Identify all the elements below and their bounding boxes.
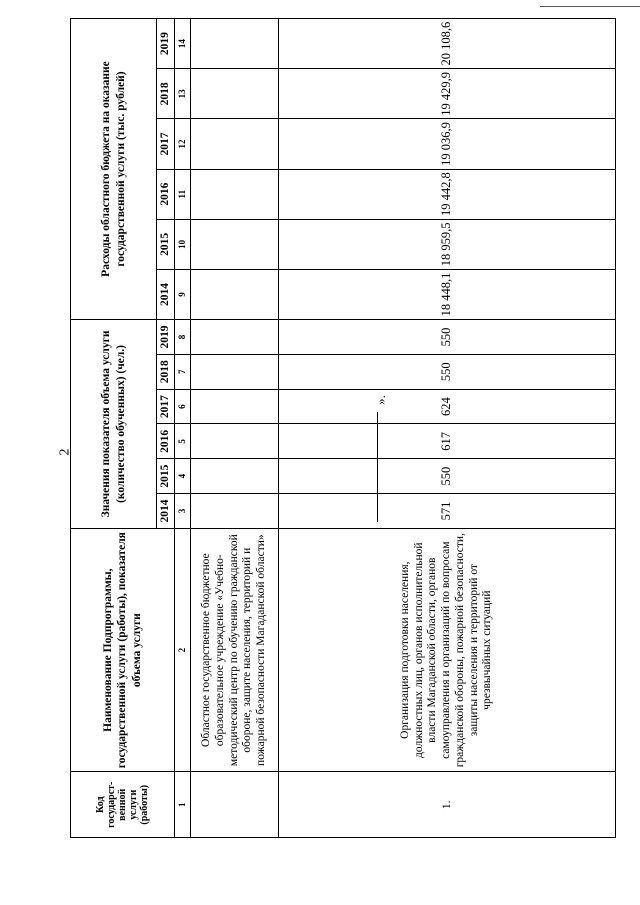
year-header: 2014 [157,269,175,319]
volume-cell [191,424,279,459]
column-number: 6 [175,389,191,424]
expense-cell [191,269,279,319]
volume-cell: 550 [279,320,616,355]
year-header: 2014 [157,494,175,529]
column-number: 3 [175,494,191,529]
budget-services-table [70,18,616,838]
year-header: 2015 [157,459,175,494]
column-number: 14 [175,19,191,69]
volume-cell [191,354,279,389]
year-header: 2018 [157,354,175,389]
year-header: 2019 [157,19,175,69]
column-number: 7 [175,354,191,389]
page-number: 2 [57,448,73,456]
header-expenses: Расходы областного бюджета на оказание государственной услуги (тыс. рублей) [71,19,157,320]
volume-cell: 550 [279,459,616,494]
table-row [279,19,616,838]
expense-cell: 18 959,5 [279,219,616,269]
expense-cell [191,219,279,269]
top-edge-line [540,6,640,7]
end-quote-mark: ». [373,395,388,405]
column-number: 11 [175,169,191,219]
column-number: 8 [175,320,191,355]
column-number: 2 [175,528,191,772]
expense-cell: 20 108,6 [279,19,616,69]
expense-cell: 19 036,9 [279,119,616,169]
volume-cell: 550 [279,354,616,389]
year-header: 2016 [157,169,175,219]
expense-cell [191,169,279,219]
year-header: 2016 [157,424,175,459]
volume-cell [191,320,279,355]
volume-cell: 624 [279,389,616,424]
year-header: 2019 [157,320,175,355]
row-name: Организация подготовки населения, должностных лиц, органов исполнительной власти Магаданской области, органов самоуправления и организаций по вопросам гражданской обороны, пожарной безопасности, защиты населения и территорий от чрезвычайных ситуаций [279,528,616,772]
expense-cell: 19 429,9 [279,69,616,119]
column-number: 13 [175,69,191,119]
header-code: Код государст-венной услуги (работы) [71,772,175,838]
rotated-table-wrapper [70,18,616,838]
expense-cell [191,19,279,69]
volume-cell: 617 [279,424,616,459]
header-name: Наименование Подпрограммы, государственной услуги (работы), показателя объема услуги [71,528,175,772]
year-header: 2015 [157,219,175,269]
year-header: 2018 [157,69,175,119]
header-volume: Значения показателя объема услуги (количество обученных) (чел.) [71,320,157,529]
column-number: 4 [175,459,191,494]
year-header: 2017 [157,389,175,424]
expense-cell: 19 442,8 [279,169,616,219]
table-row [191,19,279,838]
row-code: 1. [279,772,616,838]
expense-cell [191,119,279,169]
volume-cell [191,494,279,529]
row-code [191,772,279,838]
column-number: 10 [175,219,191,269]
column-number: 1 [175,772,191,838]
column-number: 5 [175,424,191,459]
row-name: Областное государственное бюджетное образовательное учреждение «Учебно-методический центр по обучению гражданской обороне, защите населения, территорий и пожарной безопасности Магаданской области» [191,528,279,772]
year-header: 2017 [157,119,175,169]
expense-cell [191,69,279,119]
volume-cell [191,389,279,424]
column-number: 9 [175,269,191,319]
volume-cell: 571 [279,494,616,529]
column-number: 12 [175,119,191,169]
expense-cell: 18 448,1 [279,269,616,319]
volume-cell [191,459,279,494]
